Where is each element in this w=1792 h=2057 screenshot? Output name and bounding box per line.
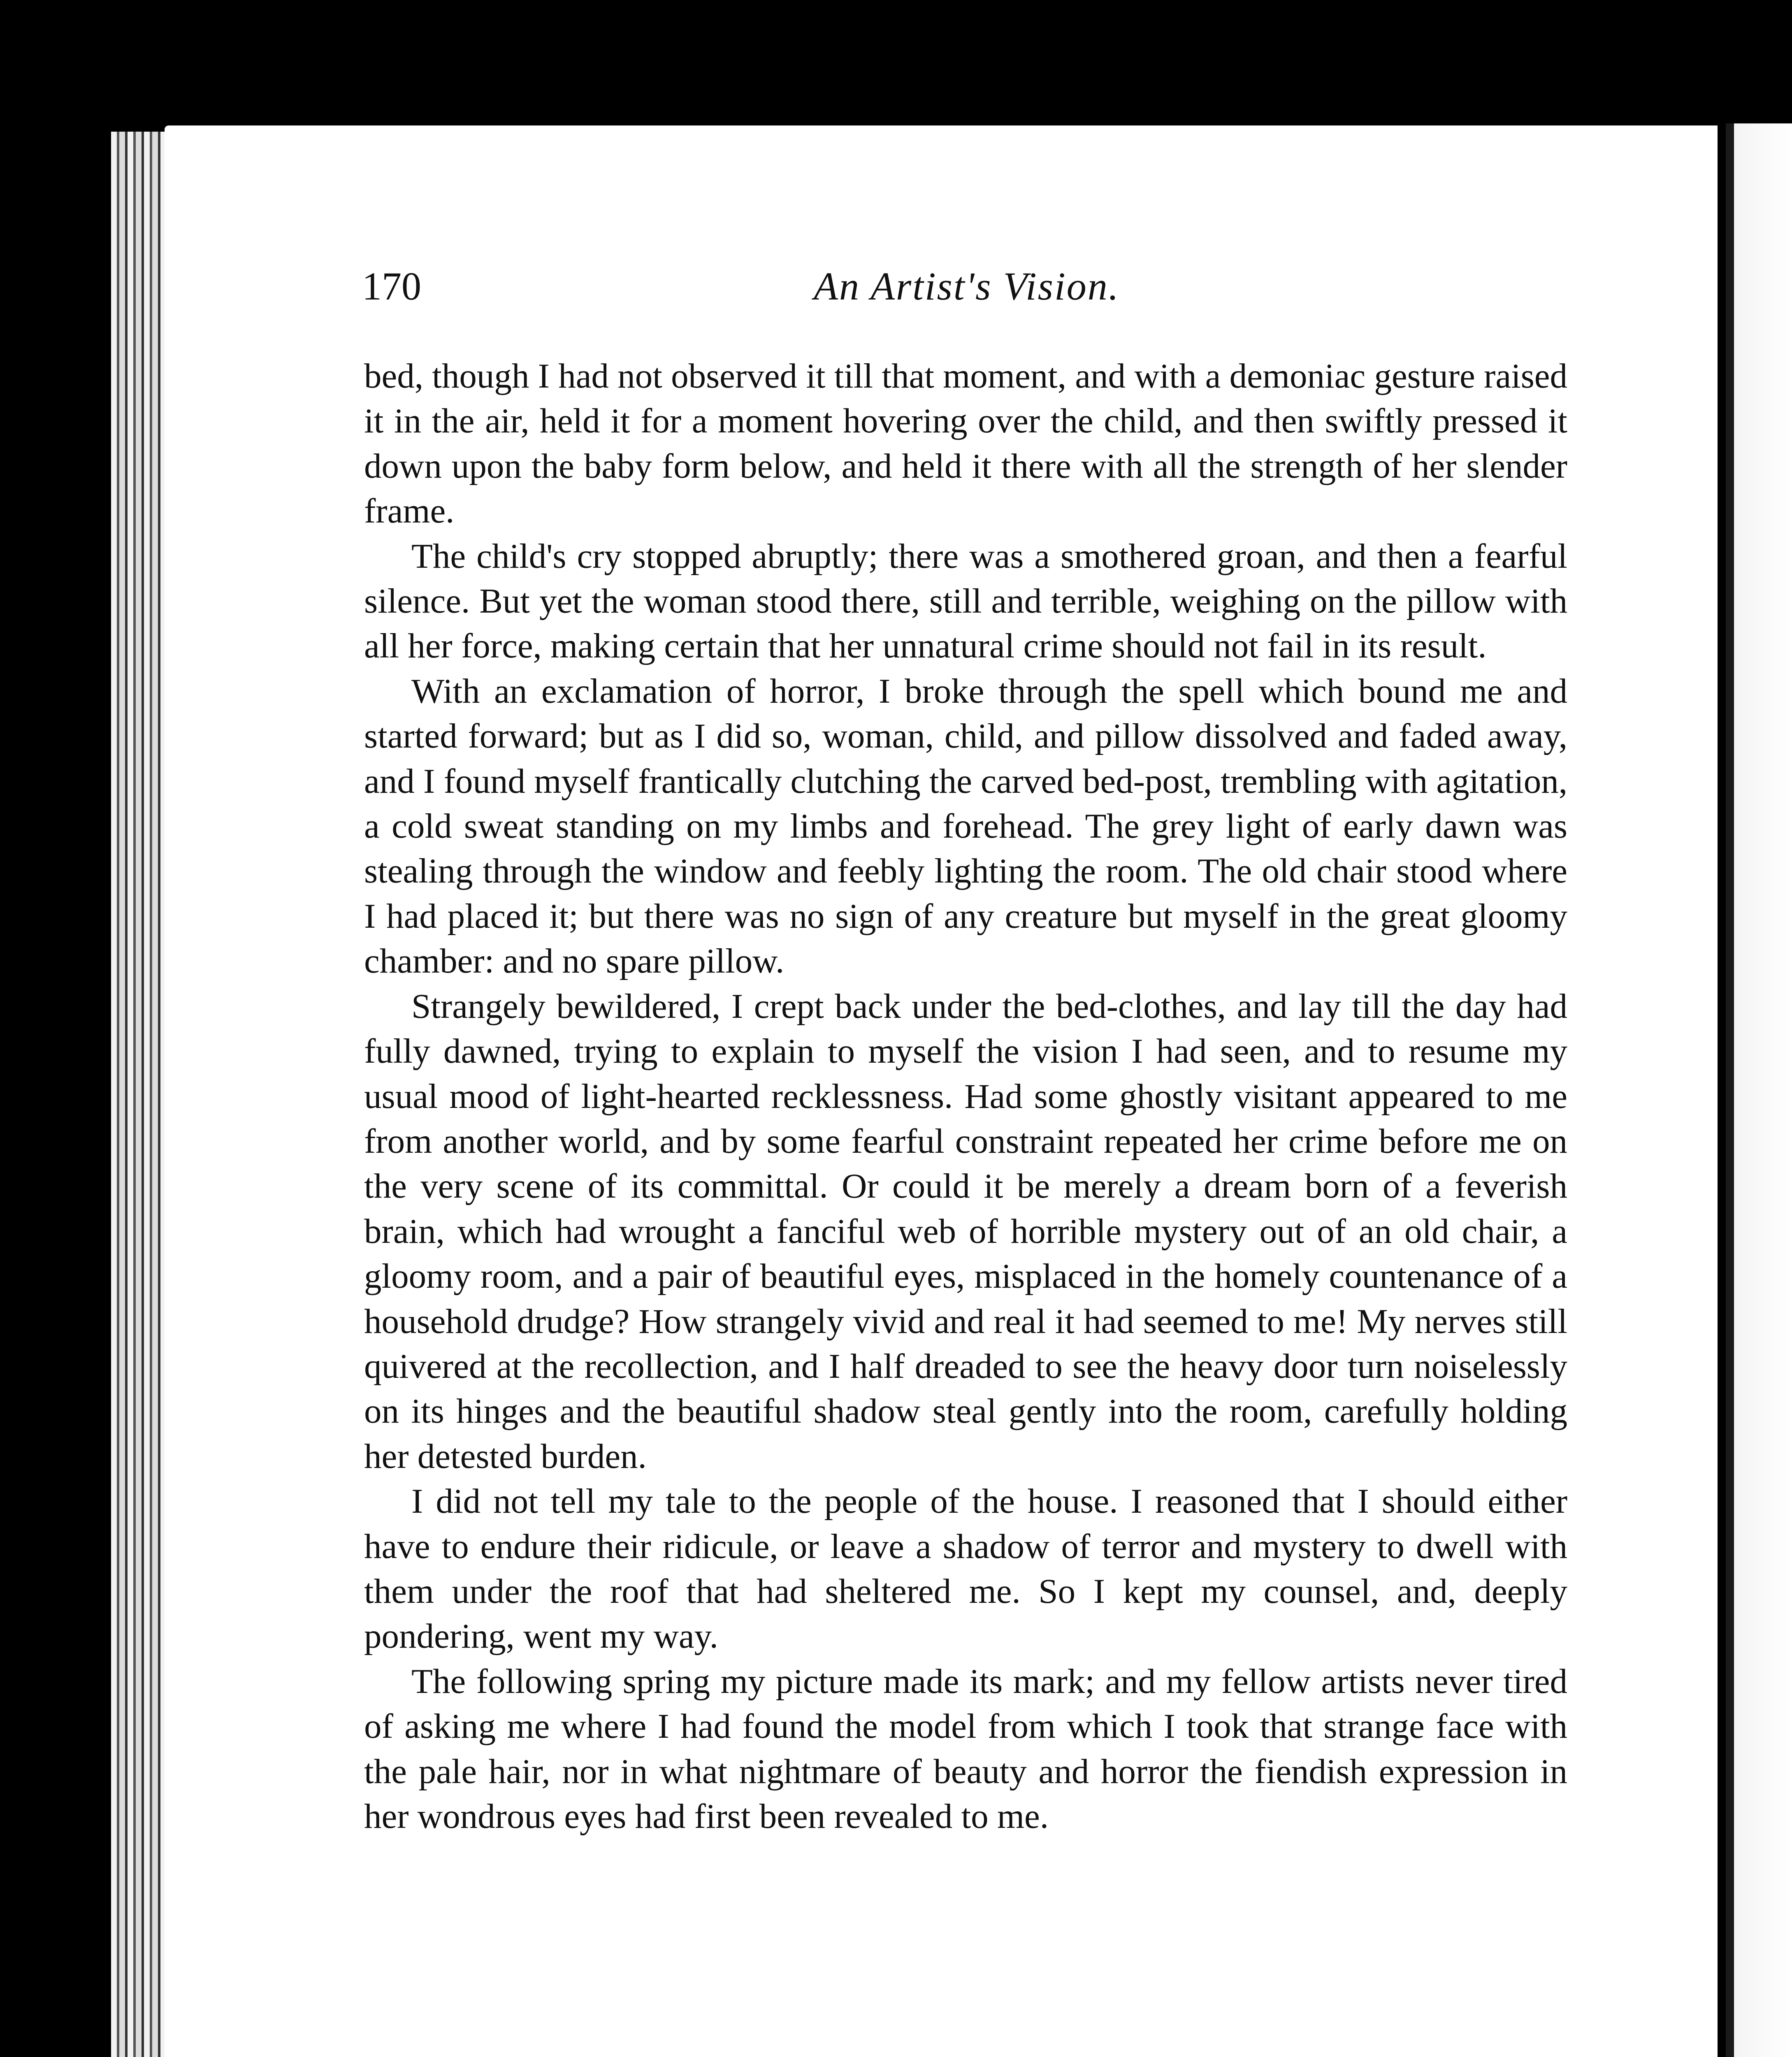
- facing-page-edge: [1726, 123, 1792, 2057]
- paragraph-5: I did not tell my tale to the people of the house. I reasoned that I should either have to endure their ridicule, or leave a shadow of terror and mystery to dwell with them under the roof that had sheltered me. So I kept my counsel, and, deeply pondering, went my way.: [364, 1482, 1567, 1656]
- paragraph-4: Strangely bewildered, I crept back under the bed-clothes, and lay till the day had fully dawned, trying to explain to myself the vision I had seen, and to resume my usual mood of light-hearted recklessness. Had some ghostly visitant appeared to me from another world, and by some fearful constraint repeated her crime before me on the very scene of its committal. Or could it be merely a dream born of a feverish brain, which had wrought a fanciful web of horrible mystery out of an old chair, a gloomy room, and a pair of beautiful eyes, misplaced in the homely countenance of a household drudge? How strangely vivid and real it had seemed to me! My nerves still quivered at the recollection, and I half dreaded to see the heavy door turn noiselessly on its hinges and the beautiful shadow steal gently into the room, carefully holding her detested burden.: [364, 987, 1567, 1476]
- paragraph-6: The following spring my picture made its mark; and my fellow artists never tired of asking me where I had found the model from which I took that strange face with the pale hair, nor in what nightmare of beauty and horror the fiendish expression in her wondrous eyes had first been revealed to me.: [364, 1662, 1567, 1836]
- running-title: An Artist's Vision.: [814, 264, 1120, 308]
- body-text: [364, 354, 1567, 1839]
- page-stack-edge: [111, 132, 165, 2057]
- paragraph-1: bed, though I had not observed it till that moment, and with a demoniac gesture raised it in the air, held it for a moment hovering over the child, and then swiftly pressed it down upon the baby form below, and held it there with all the strength of her slender frame.: [364, 357, 1567, 531]
- paragraph-2: The child's cry stopped abruptly; there was a smothered groan, and then a fearful silence. But yet the woman stood there, still and terrible, weighing on the pillow with all her force, making certain that her unnatural crime should not fail in its result.: [364, 536, 1567, 666]
- paragraph-3: With an exclamation of horror, I broke through the spell which bound me and started forward; but as I did so, woman, child, and pillow dissolved and faded away, and I found myself frantically clutching the carved bed-post, trembling with agitation, a cold sweat standing on my limbs and forehead. The grey light of early dawn was stealing through the window and feebly lighting the room. The old chair stood where I had placed it; but there was no sign of any creature but myself in the great gloomy chamber: and no spare pillow.: [364, 671, 1567, 981]
- running-head: [362, 263, 1571, 325]
- page-number: 170: [362, 264, 421, 308]
